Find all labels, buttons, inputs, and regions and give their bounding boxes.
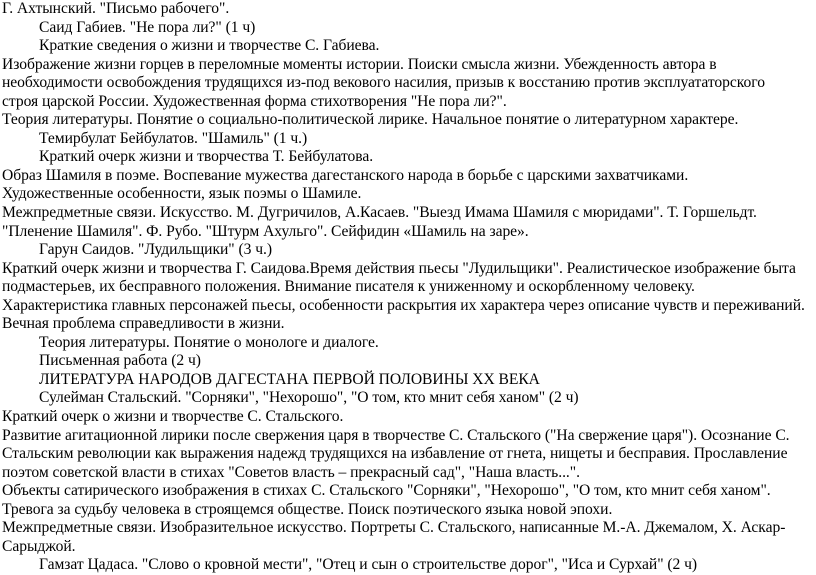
- line-paragraph-text: поэтом советской власти в стихах "Советов власть – прекрасный сад", "Наша власть...".: [2, 463, 580, 481]
- section-heading: ЛИТЕРАТУРА НАРОДОВ ДАГЕСТАНА ПЕРВОЙ ПОЛОВИНЫ XX ВЕКА: [39, 370, 540, 388]
- line-paragraph-text: строя царской России. Художественная форма стихотворения "Не пора ли?".: [2, 92, 507, 110]
- line-beybulatov-bio: Краткий очерк жизни и творчества Т. Бейбулатова.: [39, 148, 374, 166]
- document-body: [2, 0, 812, 575]
- line-paragraph-text: Изображение жизни горцев в переломные моменты истории. Поиски смысла жизни. Убежденность автора в: [2, 55, 717, 73]
- line-paragraph-text: Тревога за судьбу человека в строящемся обществе. Поиск поэтического языка новой эпохи.: [2, 500, 613, 518]
- line-paragraph-text: Характеристика главных персонажей пьесы, особенности раскрытия их характера через описание чувств и переживаний.: [2, 296, 805, 314]
- line-paragraph-text: Краткий очерк жизни и творчества Г. Саидова.Время действия пьесы "Лудильщики". Реалистическое изображение быта: [2, 259, 796, 277]
- line-paragraph-text: Стальским революции как выражения надежд трудящихся на избавление от гнета, нищеты и бесправия. Прославление: [2, 445, 788, 463]
- line-interdisciplinary-links: Сарыджой.: [2, 537, 76, 555]
- line-theory-note: Теория литературы. Понятие о монологе и диалоге.: [39, 333, 379, 351]
- line-paragraph-text: Художественные особенности, язык поэмы о Шамиле.: [2, 185, 362, 203]
- line-interdisciplinary-links: Межпредметные связи. Изобразительное искусство. Портреты С. Стальского, написанные М.-А. Джемалом, Х. Аскар-: [2, 519, 786, 537]
- line-paragraph-text: необходимости освобождения трудящихся из-под векового насилия, призыв к восстанию против эксплуататорского: [2, 74, 765, 92]
- line-interdisciplinary-links: "Пленение Шамиля". Ф. Рубо. "Штурм Ахульго". Сейфидин «Шамиль на заре».: [2, 222, 529, 240]
- line-heading-gabiev: Саид Габиев. "Не пора ли?" (1 ч): [39, 18, 256, 36]
- line-paragraph-text: Объекты сатирического изображения в стихах С. Стальского "Сорняки", "Нехорошо", "О том, кто мнит себя ханом".: [2, 482, 771, 500]
- line-paragraph-text: Развитие агитационной лирики после свержения царя в творчестве С. Стальского ("На свержение царя"). Осознание С.: [2, 426, 790, 444]
- line-interdisciplinary-links: Межпредметные связи. Искусство. М. Дугричилов, А.Касаев. "Выезд Имама Шамиля с мюридами". Т. Горшельдт.: [2, 204, 757, 222]
- line-heading-stalsky: Сулейман Стальский. "Сорняки", "Нехорошо", "О том, кто мнит себя ханом" (2 ч): [39, 389, 579, 407]
- line-paragraph-text: Образ Шамиля в поэме. Воспевание мужества дагестанского народа в борьбе с царскими захватчиками.: [2, 166, 689, 184]
- line-heading-beybulatov: Темирбулат Бейбулатов. "Шамиль" (1 ч.): [39, 129, 308, 147]
- line-gabiev-bio: Краткие сведения о жизни и творчестве С. Габиева.: [39, 37, 380, 55]
- line-paragraph-text: подмастерьев, их бесправного положения. Внимание писателя к униженному и оскорбленному человеку.: [2, 278, 695, 296]
- line-author-akhtynsky: Г. Ахтынский. "Письмо рабочего".: [2, 0, 230, 17]
- line-heading-saidov: Гарун Саидов. "Лудильщики" (3 ч.): [39, 241, 272, 259]
- line-theory-note: Теория литературы. Понятие о социально-политической лирике. Начальное понятие о литературном характере.: [2, 111, 739, 129]
- line-written-work: Письменная работа (2 ч): [39, 352, 201, 370]
- line-heading-tsadasa: Гамзат Цадаса. "Слово о кровной мести", "Отец и сын о строительстве дорог", "Иса и Сурхай" (2 ч): [39, 556, 698, 574]
- line-paragraph-text: Вечная проблема справедливости в жизни.: [2, 315, 285, 333]
- line-stalsky-bio: Краткий очерк о жизни и творчестве С. Стальского.: [2, 408, 344, 426]
